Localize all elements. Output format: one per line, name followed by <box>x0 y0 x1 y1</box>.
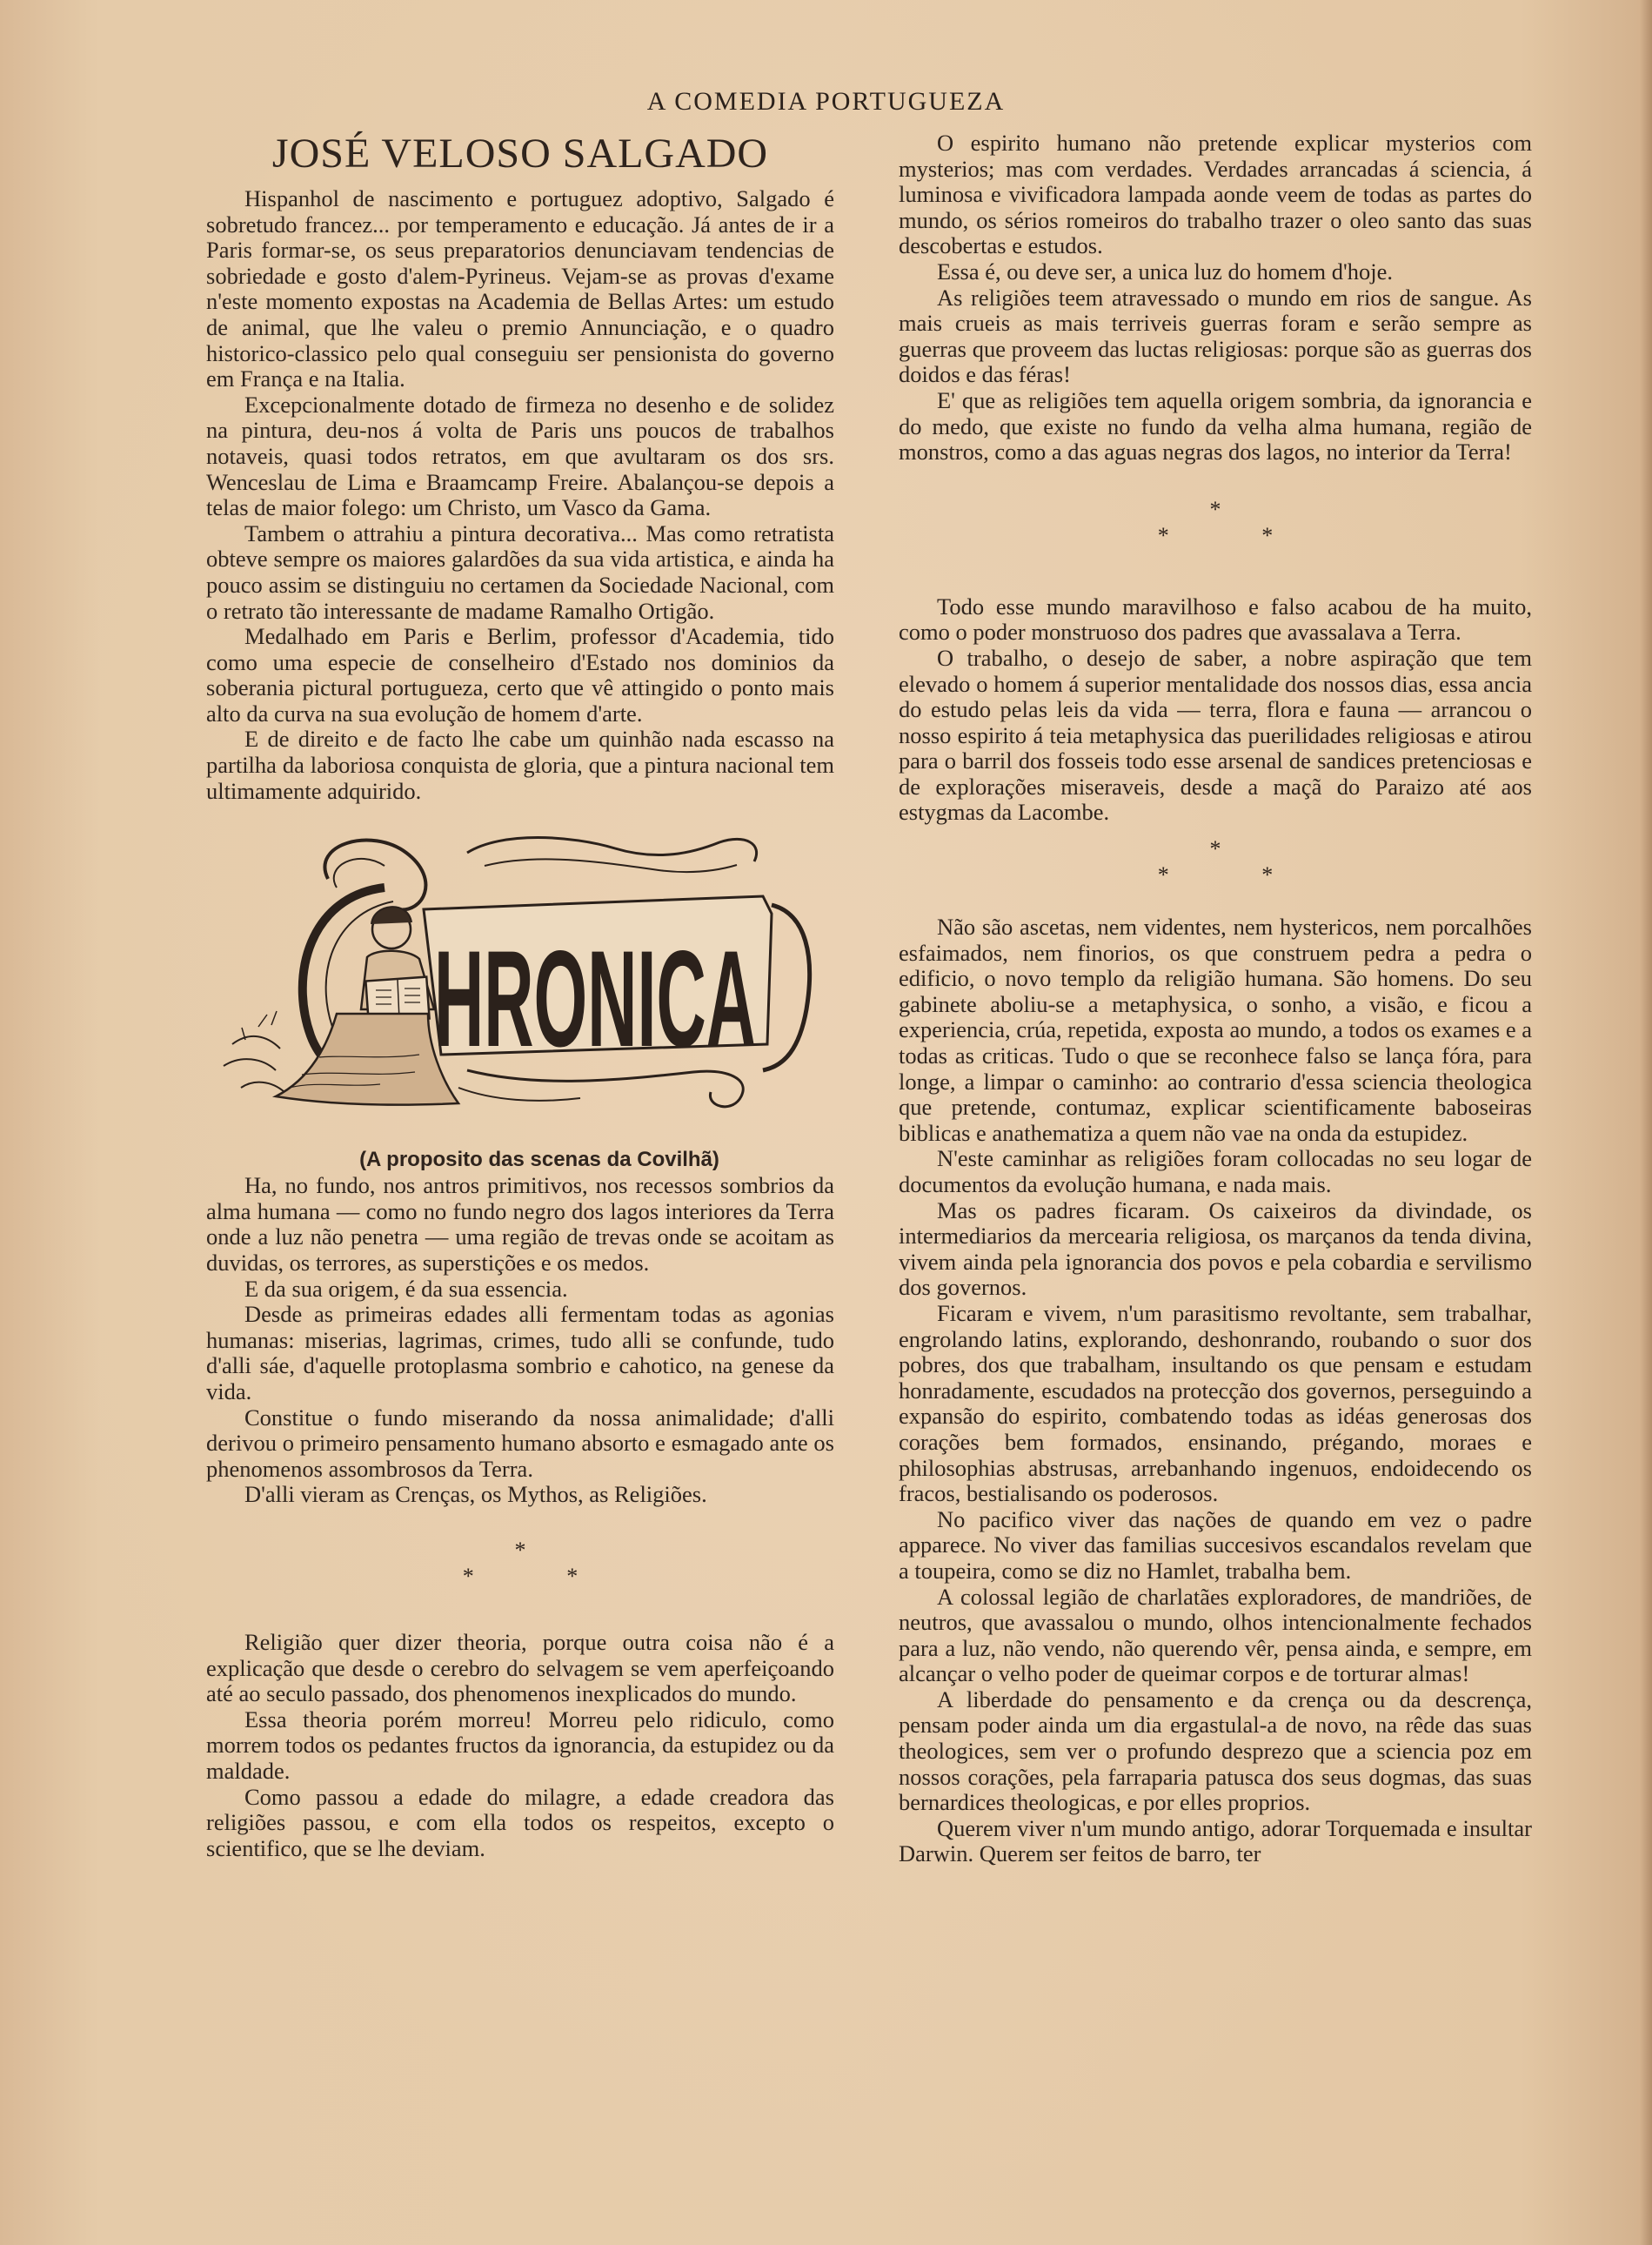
running-head: A COMEDIA PORTUGUEZA <box>646 87 1006 116</box>
paragraph: Querem viver n'um mundo antigo, adorar Torquemada e insultar Darwin. Querem ser feitos de barro, ter <box>899 1814 1532 1867</box>
ornament-word: HRONICA <box>434 921 757 1076</box>
article-title: JOSÉ VELOSO SALGADO <box>271 131 769 177</box>
paragraph: E da sua origem, é da sua essencia. <box>244 1275 568 1302</box>
left-column <box>206 129 834 1861</box>
section-separator <box>899 497 1532 549</box>
separator-bottom: * * <box>462 1563 622 1589</box>
paragraph: Excepcionalmente dotado de firmeza no desenho e de solidez na pintura, deu-nos á volta de Paris uns poucos de trabalhos notaveis, quasi todos retratos, em que avultaram os dos srs. Wenceslau de Lima e Braamcamp Freire. Abalançou-se depois a telas de maior folego: um Christo, um Vasco da Gama. <box>206 391 834 521</box>
paragraph: Constitue o fundo miserando da nossa animalidade; d'alli derivou o primeiro pensamento humano absorto e esmagado ante os phenomenos assombrosos da Terra. <box>206 1404 834 1482</box>
paragraph: O espirito humano não pretende explicar mysterios com mysterios; mas com verdades. Verdades arrancadas á sciencia, á luminosa e vivificadora lampada aonde veem de todas as partes do mundo, os sérios romeiros do trabalho trazer o oleo santo das suas descobertas e estudos. <box>899 130 1532 259</box>
right-block-1 <box>899 131 1532 466</box>
paragraph: A colossal legião de charlatães exploradores, de mandriões, de neutros, que avassalou o mundo, olhos intencionalmente fechados para a luz, não vendo, não querendo vêr, pensa ainda, e sempre, em alcançar o velho poder de queimar corpos e de torturar almas! <box>899 1583 1532 1687</box>
paragraph: Ha, no fundo, nos antros primitivos, nos recessos sombrios da alma humana — como no fundo negro dos lagos interiores da Terra onde a luz não penetra — uma região de trevas onde se acoitam as duvidas, os terrores, as superstições e os medos. <box>206 1172 834 1277</box>
paragraph: Ficaram e vivem, n'um parasitismo revoltante, sem trabalhar, engrolando latins, explorando, deshonrando, roubando o suor dos pobres, dos que trabalham, insultando os que pensam e estudam honradamente, escudados na protecção dos governos, perseguindo a expansão do espirito, combatendo todas as idéas generosas dos corações bem formados, ensinando, prégando, moraes e philosophias abstrusas, arrebanhando ingenuos, endoidecendo os fracos, bestialisando os poderosos. <box>899 1299 1532 1507</box>
chronica-continued <box>206 1630 834 1861</box>
paragraph: E de direito e de facto lhe cabe um quinhão nada escasso na partilha da laboriosa conquista de gloria, que a pintura nacional tem ultimamente adquirido. <box>206 726 834 804</box>
section-separator <box>899 836 1532 888</box>
separator-bottom: * * <box>1157 862 1317 888</box>
paragraph: E' que as religiões tem aquella origem sombria, da ignorancia e do medo, que existe no fundo da velha alma humana, região de monstros, como a das aguas negras dos lagos, no interior da Terra! <box>899 386 1532 466</box>
section-separator <box>206 1538 834 1590</box>
right-block-2 <box>899 594 1532 826</box>
separator-bottom: * * <box>1157 522 1317 548</box>
right-column <box>899 131 1532 1867</box>
separator-top: * <box>514 1537 526 1563</box>
paragraph: A liberdade do pensamento e da crença ou da descrença, pensam poder ainda um dia ergastulal-a de novo, na rêde das suas theologices, sem ver o profundo desprezo que a sciencia poz em nossos corações, pela farraparia patusca dos seus dogmas, das suas bernardices theologicas, e por elles proprios. <box>899 1685 1532 1816</box>
page-edge-shadow <box>1640 0 1652 2245</box>
separator-top: * <box>1209 496 1221 522</box>
paragraph: Religião quer dizer theoria, porque outra coisa não é a explicação que desde o cerebro do selvagem se vem aperfeiçoando até ao seculo passado, dos phenomenos inexplicados do mundo. <box>206 1628 834 1707</box>
paragraph: Hispanhol de nascimento e portuguez adoptivo, Salgado é sobretudo francez... por temperamento e educação. Já antes de ir a Paris formar-se, os seus preparatorios denunciavam tendencias de sobriedade e gosto d'alem-Pyrineus. Vejam-se as provas d'exame n'este momento expostas na Academia de Bellas Artes: um estudo de animal, que lhe valeu o premio Annunciação, e o quadro historico-classico pelo qual conseguiu ser pensionista do governo em França e na Italia. <box>206 185 834 392</box>
paragraph: Não são ascetas, nem videntes, nem hystericos, nem porcalhões esfaimados, nem finorios, os que construem pedra a pedra o edificio, o novo templo da religião humana. São homens. Do seu gabinete aboliu-se a metaphysica, o sonho, a visão, e ficou a experiencia, crúa, repetida, exposta ao mundo, a todos os exames e a todas as criticas. Tudo o que se reconhece falso se lança fóra, para longe, a limpar o caminho: ao contrario d'essa sciencia theologica que pretende, contumaz, explicar scientificamente baboseiras biblicas e anathematiza a quem não vae na onda da estupidez. <box>899 914 1532 1146</box>
paragraph: D'alli vieram as Crenças, os Mythos, as Religiões. <box>244 1481 707 1508</box>
paragraph: Essa theoria porém morreu! Morreu pelo ridiculo, como morrem todos os pedantes fructos da ignorancia, da estupidez ou da maldade. <box>206 1706 834 1784</box>
chronica-article <box>206 1173 834 1508</box>
paragraph: No pacifico viver das nações de quando em vez o padre apparece. No viver das familias succesivos escandalos revelam que a toupeira, como se diz no Hamlet, trabalha bem. <box>899 1505 1532 1584</box>
paragraph: Desde as primeiras edades alli fermentam todas as agonias humanas: miserias, lagrimas, crimes, tudo alli se confunde, tudo d'alli sáe, d'aquelle protoplasma sombrio e cahotico, na genese da vida. <box>206 1301 834 1404</box>
paragraph: Mas os padres ficaram. Os caixeiros da divindade, os intermediarios da mercearia religiosa, os marçanos da tenda divina, vivem ainda pela ignorancia dos povos e pela cobardia e servilismo dos governos. <box>899 1196 1532 1301</box>
paragraph: Tambem o attrahiu a pintura decorativa... Mas como retratista obteve sempre os maiores galardões da sua vida artistica, e ainda ha pouco assim se distinguiu no certamen da Sociedade Nacional, com o retrato tão interessante de madame Ramalho Ortigão. <box>206 519 834 624</box>
paragraph: Essa é, ou deve ser, a unica luz do homem d'hoje. <box>937 258 1393 285</box>
right-block-3 <box>899 915 1532 1867</box>
paragraph: N'este caminhar as religiões foram collocadas no seu logar de documentos da evolução humana, e nada mais. <box>899 1145 1532 1197</box>
paragraph: Como passou a edade do milagre, a edade creadora das religiões passou, e com ella todos os respeitos, excepto o scientifico, que se lhe deviam. <box>206 1783 834 1861</box>
chronica-ornament-illustration <box>206 827 834 1140</box>
paragraph: Medalhado em Paris e Berlim, professor d'Academia, tido como uma especie de conselheiro d'Estado nos dominios da soberania pictural portugueza, certo que vê attingido o ponto mais alto da curva na sua evolução de homem d'arte. <box>206 623 834 727</box>
section-subheading: (A proposito das scenas da Covilhã) <box>359 1148 719 1172</box>
paragraph: As religiões teem atravessado o mundo em rios de sangue. As mais crueis as mais terriveis guerras foram e serão sempre as guerras que proveem das luctas religiosas: porque são as guerras dos doidos e das féras! <box>899 284 1532 388</box>
paragraph: O trabalho, o desejo de saber, a nobre aspiração que tem elevado o homem á superior mentalidade dos nossos dias, essa ancia do estudo pelas leis da vida — terra, flora e fauna — arrancou o nosso espirito á teia metaphysica das puerilidades religiosas e atirou para o barril dos fosseis todo esse arsenal de sandices pretenciosas e de explorações miseraveis, desde a maçã do Paraizo até aos estygmas da Lacombe. <box>899 644 1532 826</box>
biography-article <box>206 186 834 804</box>
separator-top: * <box>1209 836 1221 862</box>
paragraph: Todo esse mundo maravilhoso e falso acabou de ha muito, como o poder monstruoso dos padres que avassalava a Terra. <box>899 593 1532 646</box>
